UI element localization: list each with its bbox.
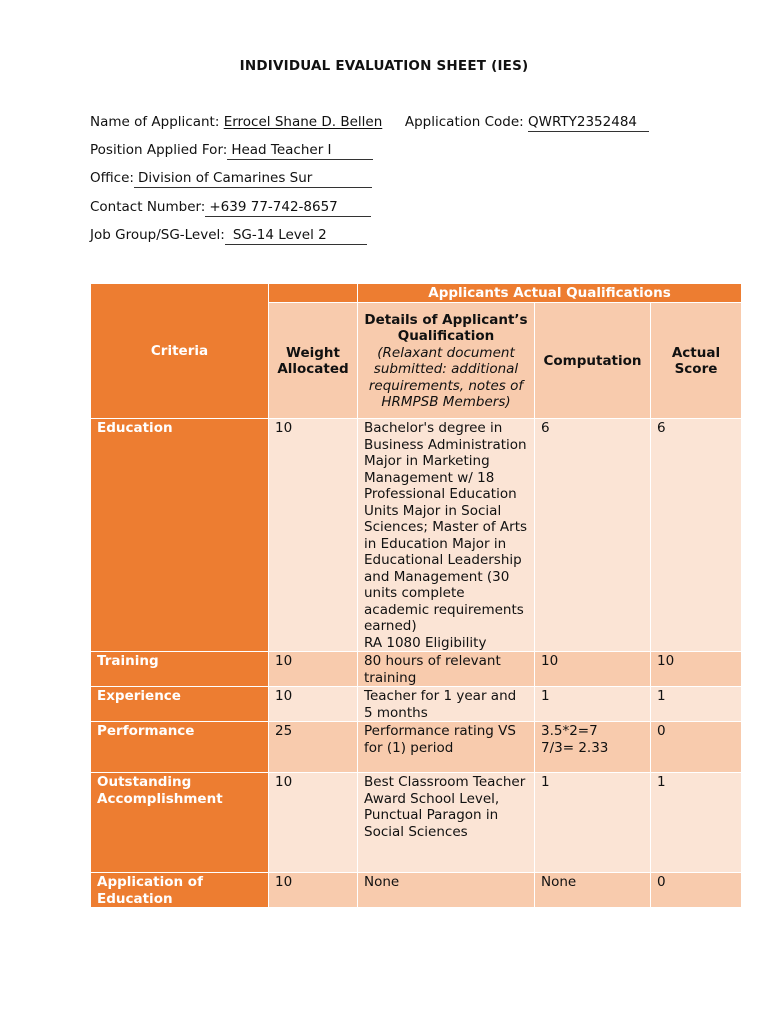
score-cell: 0 (651, 722, 742, 773)
weight-header: Weight Allocated (269, 303, 358, 419)
criteria-cell: Education (91, 419, 269, 652)
score-cell: 0 (651, 873, 742, 908)
computation-cell: 1 (535, 773, 651, 873)
weight-header-top-cell (269, 284, 358, 303)
table-header-row-1 (91, 284, 742, 303)
score-cell: 6 (651, 419, 742, 652)
criteria-cell: Training (91, 652, 269, 687)
computation-cell: 10 (535, 652, 651, 687)
position-label: Position Applied For: (90, 142, 228, 158)
evaluation-table (90, 283, 742, 908)
criteria-cell: Outstanding Accomplishment (91, 773, 269, 873)
criteria-cell: Application of Education (91, 873, 269, 908)
details-extra-text: RA 1080 Eligibility (364, 634, 487, 651)
jobgroup-row (90, 227, 367, 243)
table-row (91, 419, 742, 652)
details-cell: Best Classroom Teacher Award School Level, Punctual Paragon in Social Sciences (358, 773, 535, 873)
actual-qualifications-header: Applicants Actual Qualifications (358, 284, 742, 303)
table-row (91, 687, 742, 722)
computation-cell (535, 722, 651, 773)
table-row (91, 873, 742, 908)
computation-cell: None (535, 873, 651, 908)
name-label: Name of Applicant: (90, 114, 220, 130)
computation-line-1: 3.5*2=7 (541, 723, 598, 739)
position-value-line (227, 142, 373, 158)
office-label: Office: (90, 170, 134, 186)
jobgroup-value-line (225, 227, 367, 243)
computation-cell: 1 (535, 687, 651, 722)
weight-cell: 25 (269, 722, 358, 773)
details-cell (358, 419, 535, 652)
score-cell: 1 (651, 773, 742, 873)
criteria-cell: Performance (91, 722, 269, 773)
criteria-cell: Experience (91, 687, 269, 722)
criteria-header: Criteria (91, 284, 269, 419)
position-value: Head Teacher I (231, 142, 332, 158)
code-label: Application Code: (404, 114, 524, 130)
details-text: Bachelor's degree in Business Administration Major in Marketing Management w/ 18 Professional Education Units Major in Social Sciences; Master of Arts in Education Major in Educational Leadership and Management (30 units complete academic requirements earned) (364, 420, 528, 634)
score-cell: 10 (651, 652, 742, 687)
name-value: Errocel Shane D. Bellen (223, 114, 383, 130)
code-value: QWRTY2352484 (528, 114, 638, 130)
weight-cell: 10 (269, 419, 358, 652)
weight-cell: 10 (269, 773, 358, 873)
score-header: Actual Score (651, 303, 742, 419)
office-value: Division of Camarines Sur (137, 170, 313, 186)
contact-value-line (205, 199, 371, 215)
details-cell: Teacher for 1 year and 5 months (358, 687, 535, 722)
table-row (91, 652, 742, 687)
jobgroup-label: Job Group/SG-Level: (90, 227, 225, 243)
details-cell: None (358, 873, 535, 908)
position-row (90, 142, 373, 158)
details-header-note: (Relaxant document submitted: additional requirements, notes of HRMPSB Members) (368, 344, 524, 410)
table-row (91, 722, 742, 773)
score-cell: 1 (651, 687, 742, 722)
office-value-line (134, 170, 372, 186)
code-value-line (528, 114, 649, 130)
table-row (91, 773, 742, 873)
details-cell: 80 hours of relevant training (358, 652, 535, 687)
computation-line-2: 7/3= 2.33 (541, 739, 609, 756)
weight-cell: 10 (269, 873, 358, 908)
office-row (90, 170, 372, 186)
details-header-title: Details of Applicant’s Qualification (364, 311, 528, 344)
details-header (358, 303, 535, 419)
applicant-name-row (90, 114, 649, 130)
jobgroup-value: SG-14 Level 2 (232, 227, 327, 243)
contact-label: Contact Number: (90, 199, 206, 215)
weight-cell: 10 (269, 652, 358, 687)
contact-row (90, 199, 371, 215)
details-cell: Performance rating VS for (1) period (358, 722, 535, 773)
computation-header: Computation (535, 303, 651, 419)
weight-cell: 10 (269, 687, 358, 722)
contact-value: +639 77-742-8657 (209, 199, 338, 215)
computation-cell: 6 (535, 419, 651, 652)
document-title: INDIVIDUAL EVALUATION SHEET (IES) (239, 58, 529, 74)
